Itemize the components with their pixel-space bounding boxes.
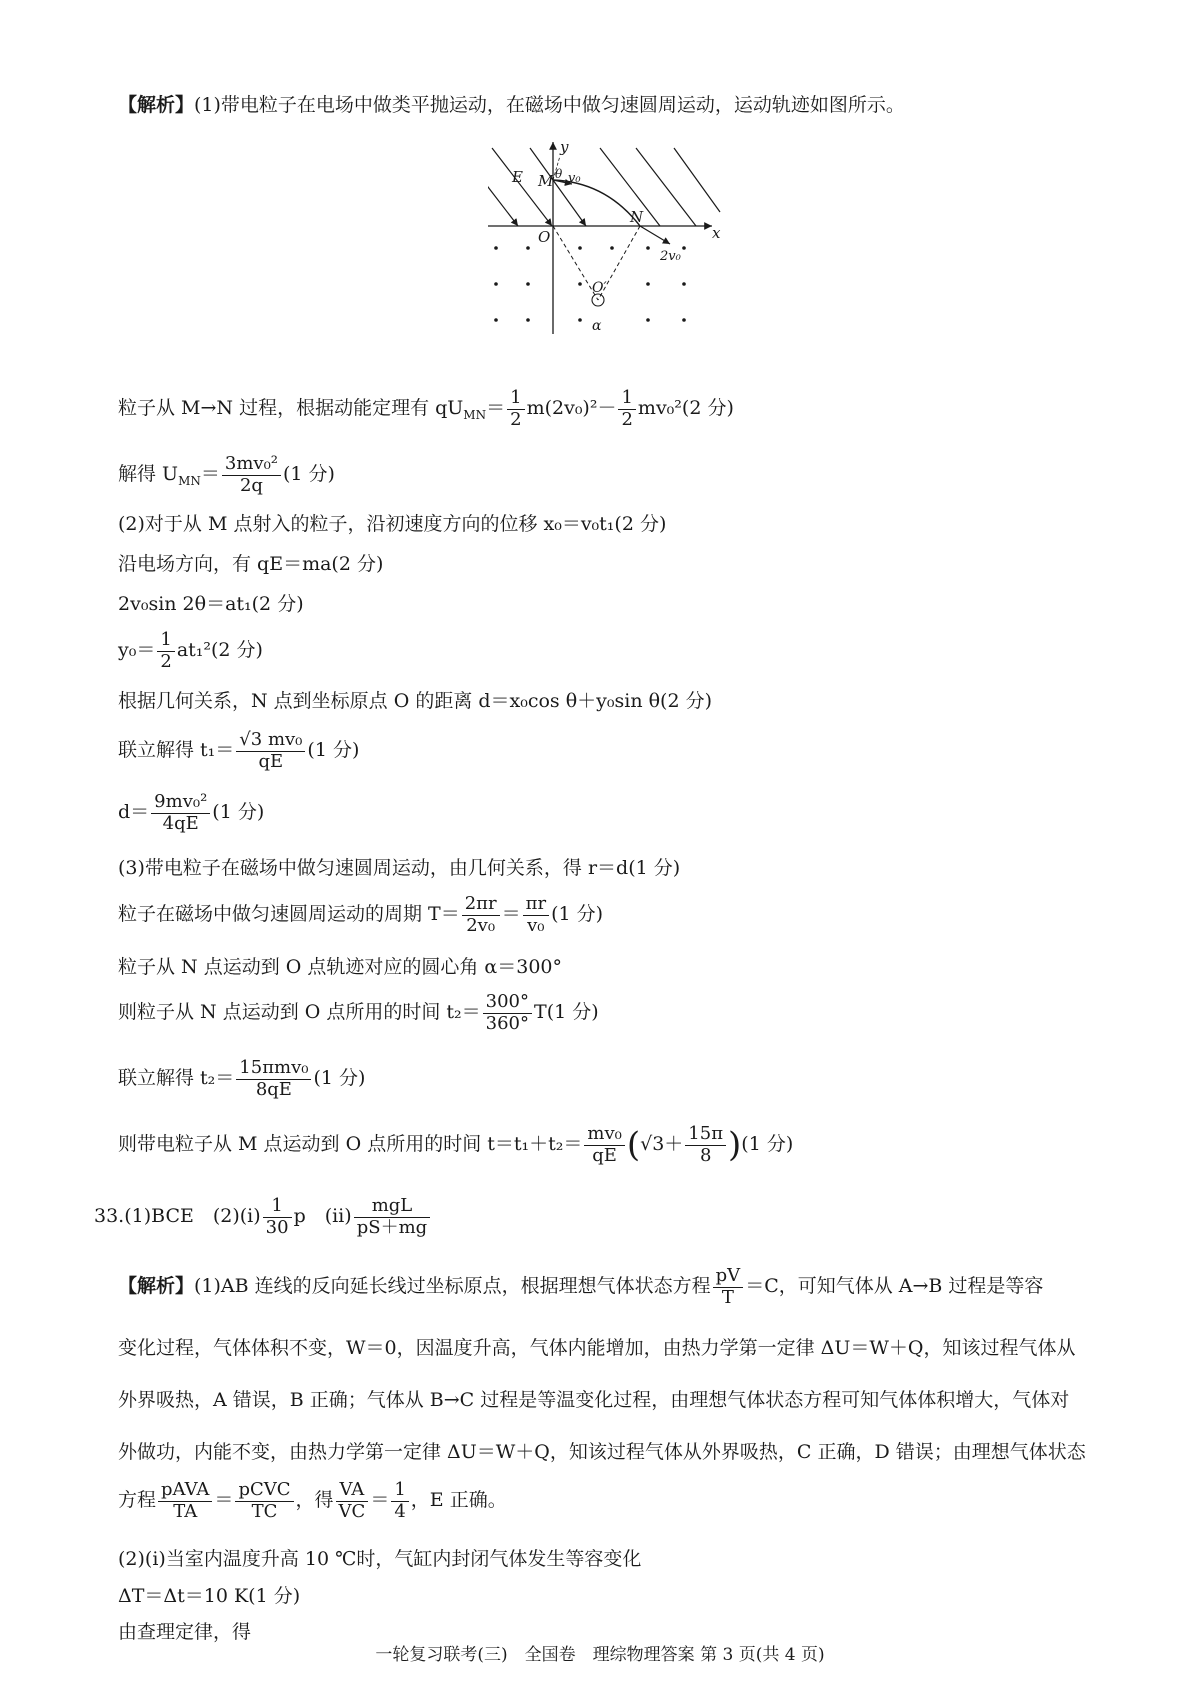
q33-line-4: 外做功，内能不变，由热力学第一定律 ΔU＝W＋Q，知该过程气体从外界吸热，C 正确，D 错误；由理想气体状态 [118,1441,1086,1463]
label-O-prime: O′ [592,280,607,296]
label-v0: v₀ [568,171,581,186]
label-O: O [538,228,551,246]
line-solve-umn: 解得 $U_{MN}=$ $\frac{\text{3mv₀²}}{2q}$ (1 分) [118,453,335,496]
q33-line-5: 方程 $\frac{\text{pAVA}}{TA}$ ＝ $\frac{\text{pCVC}}{TC}$ ，得 $\frac{VA}{VC}$ ＝ $\frac{1}{4}$ ，E 正确。 [118,1479,507,1522]
q33-line-2: 变化过程，气体体积不变，W＝0，因温度升高，气体内能增加，由热力学第一定律 ΔU＝W＋Q，知该过程气体从 [118,1337,1076,1359]
label-E: E [512,168,523,186]
label-alpha: α [592,318,602,334]
label-theta: θ [555,167,563,181]
trajectory-diagram [488,142,728,342]
line-q2-g: d＝ $\frac{\text{9mv₀²}}{4qE}$ (1 分) [118,791,265,834]
q33-line-7: ΔT＝Δt＝10 K(1 分) [118,1585,301,1607]
line-q2-f: 联立解得 t₁＝ $\frac{\text{√3 mv₀}}{qE}$ (1 分) [118,729,360,772]
line-q3-d: 则粒子从 N 点运动到 O 点所用的时间 t₂＝ $\frac{300^\circ}{360^\circ}$ T(1 分) [118,991,599,1034]
jiexi-tag: 【解析】 [118,94,195,116]
trajectory-arc [553,180,640,226]
label-M: M [538,172,554,190]
line-q3-a: (3)带电粒子在磁场中做匀速圆周运动，由几何关系，得 r＝d(1 分) [118,857,681,879]
label-y: y [560,142,569,156]
q33-line-6: (2)(ⅰ)当室内温度升高 10 ℃时，气缸内封闭气体发生等容变化 [118,1548,642,1570]
q33-answers: 33.(1)BCE (2)(ⅰ) $\frac{1}{30}$ p (ⅱ) $\frac{\text{mgL}}{pS+mg}$ [94,1196,432,1238]
q33-line-3: 外界吸热，A 错误，B 正确；气体从 B→C 过程是等温变化过程，由理想气体状态方程可知气体体积增大，气体对 [118,1389,1070,1411]
magnetic-field-dots [488,246,686,322]
label-2v0: 2v₀ [660,249,681,264]
intro-text: (1)带电粒子在电场中做类平抛运动，在磁场中做匀速圆周运动，运动轨迹如图所示。 [194,94,905,116]
trajectory-figure [488,142,728,347]
line-q2-a: (2)对于从 M 点射入的粒子，沿初速度方向的位移 x₀＝v₀t₁(2 分) [118,513,667,535]
electric-field-lines [488,148,720,226]
q33-line-1: 【解析】(1)AB 连线的反向延长线过坐标原点，根据理想气体状态方程 $\frac{pV}{T}$ ＝C，可知气体从 A→B 过程是等容 [118,1265,1044,1308]
line-q2-d: y₀＝ $\frac{1}{2}$ at₁²(2 分) [118,629,263,672]
2v0-arrow [640,226,670,244]
page-footer: 一轮复习联考(三) 全国卷 理综物理答案 第 3 页(共 4 页) [375,1645,825,1665]
line-q2-e: 根据几何关系，N 点到坐标原点 O 的距离 d＝x₀cos θ＋y₀sin θ(2 分) [118,690,713,712]
line-q2-c: 2v₀sin 2θ＝at₁(2 分) [118,593,304,615]
line-q3-b: 粒子在磁场中做匀速圆周运动的周期 T＝ $\frac{2\pi r}{\text{2v₀}}$ ＝ $\frac{\pi r}{\text{v₀}}$ (1 分) [118,893,604,936]
q33-line-8: 由查理定律，得 [118,1621,252,1643]
line-q2-b: 沿电场方向，有 qE＝ma(2 分) [118,553,384,575]
line-q3-c: 粒子从 N 点运动到 O 点轨迹对应的圆心角 α＝300° [118,956,562,978]
line-q3-e: 联立解得 t₂＝ $\frac{\text{15πmv₀}}{8qE}$ (1 分) [118,1057,366,1100]
label-x: x [712,224,721,242]
jiexi-intro-line [118,94,905,117]
line-kinetic: 粒子从 M→N 过程，根据动能定理有 $qU_{MN}=$ $\frac{1}{2}$ m(2v₀)²－ $\frac{1}{2}$ mv₀²(2 分) [118,387,734,430]
label-N: N [630,208,644,226]
line-q3-f: 则带电粒子从 M 点运动到 O 点所用的时间 t＝t₁＋t₂＝ $\frac{\text{mv₀}}{qE}$ (√3＋ $\frac{15\pi}{8}$ )(1 分) [118,1123,794,1166]
